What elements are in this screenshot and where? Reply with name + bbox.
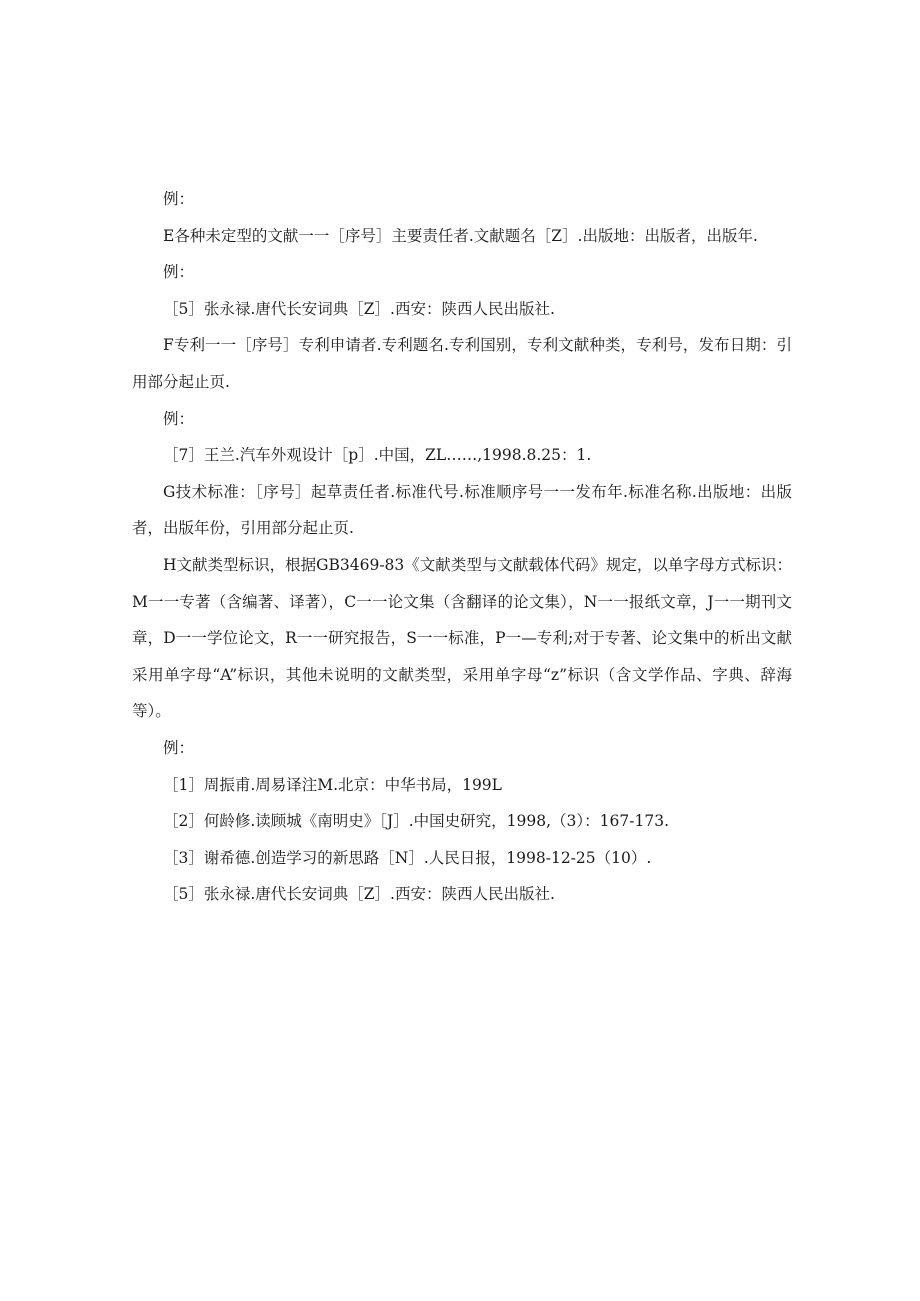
reference-entry: ［3］谢希德.创造学习的新思路［N］.人民日报，1998-12-25（10）. bbox=[163, 848, 652, 867]
example-label: 例： bbox=[163, 409, 195, 428]
reference-entry: ［5］张永禄.唐代长安词典［Z］.西安：陕西人民出版社. bbox=[163, 885, 555, 904]
rule-e-unclassified: E各种未定型的文献一一［序号］主要责任者.文献题名［Z］.出版地：出版者，出版年. bbox=[163, 226, 758, 245]
reference-entry: ［1］周振甫.周易译注M.北京：中华书局，199L bbox=[163, 775, 502, 794]
document-body bbox=[132, 181, 792, 913]
rule-h-type-codes: H文献类型标识，根据GB3469-83《文献类型与文献载体代码》规定，以单字母方式标识：M一一专著（含编著、译著），C一一论文集（含翻译的论文集），N一一报纸文章，J一一期刊文章，D一一学位论文，R一一研究报告，S一一标准，P一—专利;对于专著、论文集中的析出文献采用单字母“A”标识，其他未说明的文献类型，采用单字母“z”标识（含文学作品、字典、辞海等）。 bbox=[132, 555, 792, 721]
rule-f-patent: F专利一一［序号］专利申请者.专利题名.专利国别，专利文献种类，专利号，发布日期：引用部分起止页. bbox=[132, 336, 792, 391]
rule-g-standard: G技术标准：［序号］起草责任者.标准代号.标准顺序号一一发布年.标准名称.出版地：出版者，出版年份，引用部分起止页. bbox=[132, 482, 792, 538]
reference-entry: ［2］何龄修.读顾城《南明史》［J］.中国史研究，1998,（3）：167-173. bbox=[163, 812, 669, 831]
reference-entry: ［5］张永禄.唐代长安词典［Z］.西安：陕西人民出版社. bbox=[163, 299, 555, 318]
example-label: 例： bbox=[163, 190, 195, 208]
reference-entry: ［7］王兰.汽车外观设计［p］.中国，ZL……,1998.8.25：1. bbox=[163, 446, 592, 465]
example-label: 例： bbox=[163, 263, 195, 282]
example-label: 例： bbox=[163, 738, 195, 757]
